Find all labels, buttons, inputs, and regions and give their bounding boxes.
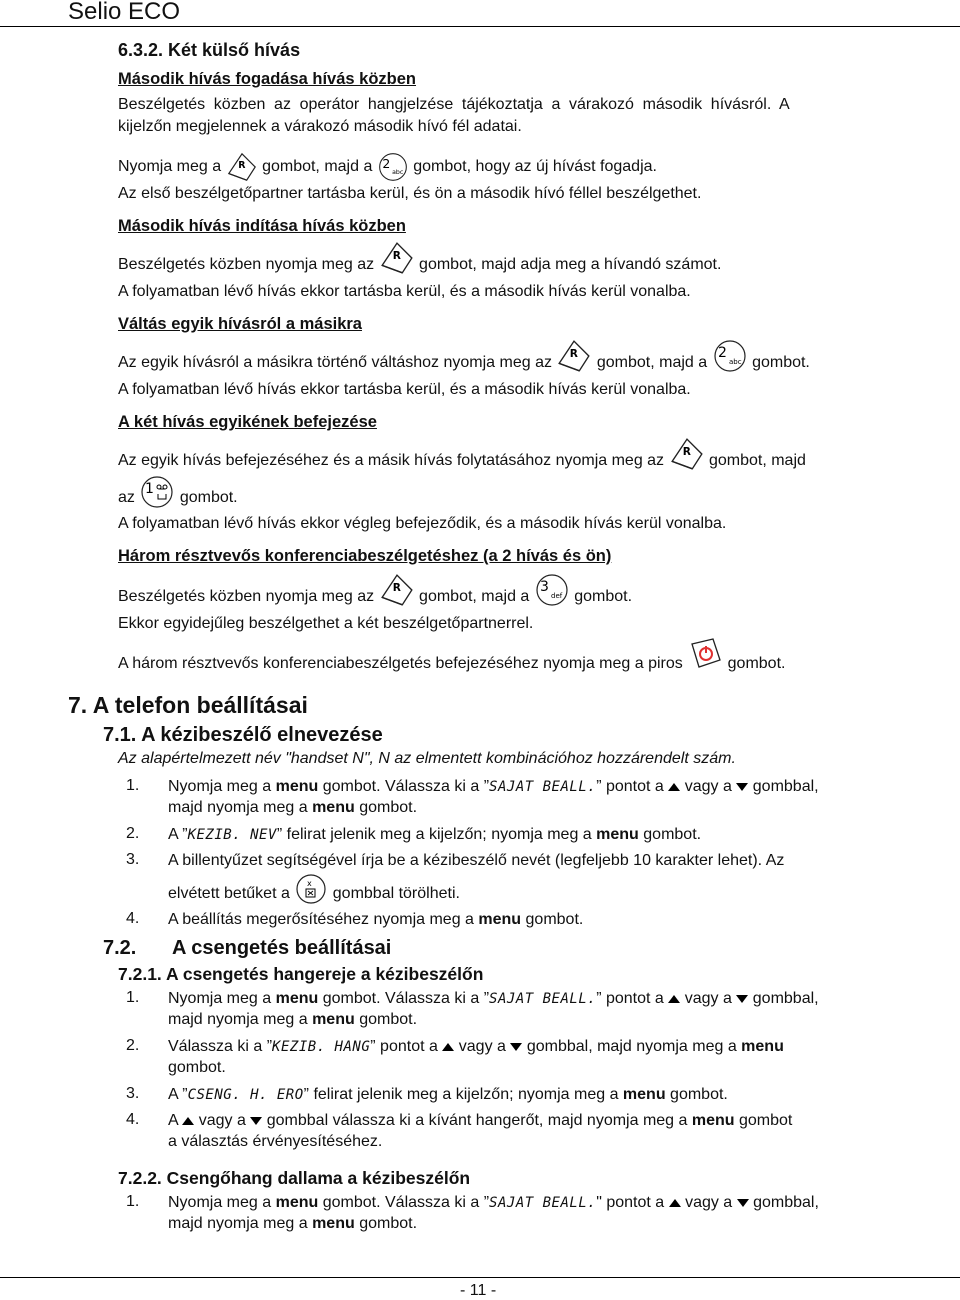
menu-key-label: menu bbox=[478, 911, 522, 928]
subheading-second-call-accept: Második hívás fogadása hívás közben bbox=[118, 70, 417, 88]
text: vagy a bbox=[198, 1112, 246, 1129]
text: Beszélgetés közben nyomja meg az bbox=[118, 256, 375, 273]
r-key-icon bbox=[379, 572, 415, 608]
text: A bbox=[168, 826, 178, 843]
text: vagy a bbox=[684, 778, 732, 795]
text: gombbal törölheti. bbox=[332, 885, 460, 902]
text: gombbal válassza ki a kívánt hangerőt, majd nyomja meg a bbox=[266, 1112, 688, 1129]
paragraph-line bbox=[118, 338, 810, 372]
list-item-line: A billentyűzet segítségével írja be a kézibeszélő nevét (legfeljebb 10 karakter lehet). Az bbox=[168, 852, 785, 869]
key-1-voicemail-icon bbox=[139, 474, 175, 510]
chapter-heading-7: 7. A telefon beállításai bbox=[68, 692, 308, 718]
paragraph-line: kijelzőn megjelennek a várakozó második hívó fél adatai. bbox=[118, 118, 522, 135]
paragraph-line: A folyamatban lévő hívás ekkor végleg befejeződik, és a második hívás kerül vonalba. bbox=[118, 515, 727, 532]
text: vagy a bbox=[458, 1038, 506, 1055]
menu-key-label: menu bbox=[275, 990, 319, 1007]
lcd-text: SAJAT BEALL. bbox=[489, 1195, 597, 1211]
text: gombot. bbox=[574, 588, 633, 605]
text: gombbal, bbox=[752, 778, 819, 795]
list-item-line bbox=[168, 872, 460, 906]
text: gombot. bbox=[359, 1215, 418, 1232]
list-item-line: A ”KEZIB. NEV” felirat jelenik meg a kijelzőn; nyomja meg a menu gombot. bbox=[168, 826, 702, 843]
subheading-conference: Három résztvevős konferenciabeszélgetéshez (a 2 hívás és ön) bbox=[118, 547, 612, 565]
menu-key-label: menu bbox=[691, 1112, 735, 1129]
lcd-text: SAJAT BEALL. bbox=[489, 779, 597, 795]
subheading-end-one-call: A két hívás egyikének befejezése bbox=[118, 413, 377, 431]
menu-key-label: menu bbox=[312, 1011, 355, 1028]
text: gombbal, bbox=[752, 990, 819, 1007]
text: " pontot a bbox=[596, 1194, 665, 1211]
paragraph-line: Az első beszélgetőpartner tartásba kerül, és ön a második hívó féllel beszélgethet. bbox=[118, 185, 702, 202]
down-arrow-icon bbox=[736, 995, 748, 1003]
list-number: 1. bbox=[126, 1193, 140, 1210]
section-heading-7-2-1: 7.2.1. A csengetés hangereje a kézibeszélőn bbox=[118, 964, 484, 984]
text: Az egyik hívásról a másikra történő váltáshoz nyomja meg az bbox=[118, 354, 552, 371]
r-key-icon bbox=[226, 151, 258, 183]
text: pontot a bbox=[605, 990, 664, 1007]
list-number: 1. bbox=[126, 777, 140, 794]
list-item-line: Válassza ki a ”KEZIB. HANG” pontot a vagy a gombbal, majd nyomja meg a menu bbox=[168, 1038, 784, 1055]
red-hangup-key-icon bbox=[687, 636, 723, 672]
paragraph-line bbox=[118, 150, 657, 184]
text: A bbox=[168, 1112, 178, 1129]
list-number: 2. bbox=[126, 1037, 140, 1054]
paragraph-line bbox=[118, 572, 632, 606]
key-2-abc-icon bbox=[712, 338, 748, 374]
text: Nyomja meg a bbox=[168, 990, 272, 1007]
text: gombot. bbox=[525, 911, 584, 928]
text: majd nyomja meg a bbox=[168, 799, 308, 816]
text: pontot a bbox=[605, 778, 664, 795]
text: gombot. bbox=[643, 826, 702, 843]
menu-key-label: menu bbox=[312, 799, 355, 816]
up-arrow-icon bbox=[442, 1043, 454, 1051]
text: az bbox=[118, 489, 135, 506]
r-key-icon bbox=[669, 436, 705, 472]
footer-rule bbox=[0, 1277, 960, 1278]
list-item-line bbox=[168, 910, 583, 930]
text: felirat jelenik meg a kijelzőn; nyomja meg a bbox=[313, 1086, 619, 1103]
text: gombot bbox=[739, 1112, 793, 1129]
text: elvétett betűket a bbox=[168, 885, 290, 902]
list-number: 1. bbox=[126, 989, 140, 1006]
text: vagy a bbox=[684, 990, 732, 1007]
text: gombot, majd adja meg a hívandó számot. bbox=[419, 256, 722, 273]
menu-key-label: menu bbox=[622, 1086, 666, 1103]
text: Nyomja meg a bbox=[168, 1194, 272, 1211]
document-header-title: Selio ECO bbox=[68, 0, 181, 25]
text: A bbox=[168, 1086, 178, 1103]
list-item-line: Nyomja meg a menu gombot. Válassza ki a ”SAJAT BEALL." pontot a vagy a gombbal, bbox=[168, 1194, 819, 1211]
down-arrow-icon bbox=[737, 1199, 749, 1207]
list-item-line: Nyomja meg a menu gombot. Válassza ki a ”SAJAT BEALL.” pontot a vagy a gombbal, bbox=[168, 778, 819, 795]
text: gombot. Válassza ki a bbox=[322, 778, 480, 795]
text: pontot a bbox=[380, 1038, 438, 1055]
text: gombot. Válassza ki a bbox=[322, 1194, 480, 1211]
text: gombot, majd a bbox=[596, 354, 708, 371]
text: A beállítás megerősítéséhez nyomja meg a bbox=[168, 911, 474, 928]
paragraph-line: A folyamatban lévő hívás ekkor tartásba kerül, és a második hívás kerül vonalba. bbox=[118, 381, 691, 398]
list-number: 3. bbox=[126, 851, 140, 868]
up-arrow-icon bbox=[668, 995, 680, 1003]
page-number: - 11 - bbox=[460, 1282, 497, 1299]
section-heading-7-1: 7.1. A kézibeszélő elnevezése bbox=[103, 724, 383, 746]
list-number: 2. bbox=[126, 825, 140, 842]
key-2-abc-icon bbox=[377, 151, 409, 183]
text: gombbal, majd nyomja meg a bbox=[526, 1038, 737, 1055]
text: gombot, majd a bbox=[262, 158, 373, 175]
paragraph-line bbox=[118, 240, 721, 274]
text: majd nyomja meg a bbox=[168, 1011, 308, 1028]
paragraph-line bbox=[118, 436, 806, 470]
text: gombot, majd a bbox=[419, 588, 530, 605]
subheading-switch-calls: Váltás egyik hívásról a másikra bbox=[118, 315, 362, 333]
text: gombot. bbox=[670, 1086, 728, 1103]
down-arrow-icon bbox=[510, 1043, 522, 1051]
clear-key-icon bbox=[294, 872, 328, 906]
section-heading-7-2-2: 7.2.2. Csengőhang dallama a kézibeszélőn bbox=[118, 1168, 471, 1188]
text: vagy a bbox=[685, 1194, 733, 1211]
paragraph-line: A folyamatban lévő hívás ekkor tartásba kerül, és a második hívás kerül vonalba. bbox=[118, 283, 691, 300]
menu-key-label: menu bbox=[275, 1194, 319, 1211]
list-number: 3. bbox=[126, 1085, 140, 1102]
up-arrow-icon bbox=[182, 1117, 194, 1125]
text: gombbal, bbox=[753, 1194, 819, 1211]
text: gombot, majd bbox=[708, 452, 806, 469]
list-item-line bbox=[168, 1111, 792, 1131]
lcd-text: KEZIB. HANG bbox=[272, 1039, 371, 1055]
text: Beszélgetés közben nyomja meg az bbox=[118, 588, 375, 605]
list-number: 4. bbox=[126, 1111, 140, 1128]
subheading-second-call-start: Második hívás indítása hívás közben bbox=[118, 217, 406, 235]
text: gombot. bbox=[179, 489, 238, 506]
text: Az egyik hívás befejezéséhez és a másik hívás folytatásához nyomja meg az bbox=[118, 452, 665, 469]
up-arrow-icon bbox=[669, 1199, 681, 1207]
list-number: 4. bbox=[126, 910, 140, 927]
section-intro: Az alapértelmezett név "handset N", N az elmentett kombinációhoz hozzárendelt szám. bbox=[118, 750, 736, 767]
text: A három résztvevős konferenciabeszélgetés befejezéséhez nyomja meg a piros bbox=[118, 655, 683, 672]
list-item-line: a választás érvényesítéséhez. bbox=[168, 1133, 383, 1150]
section-number-7-2: 7.2. bbox=[103, 937, 137, 959]
up-arrow-icon bbox=[668, 783, 680, 791]
section-title-7-2: A csengetés beállításai bbox=[172, 937, 392, 959]
text: Nyomja meg a bbox=[168, 778, 272, 795]
paragraph-line bbox=[118, 636, 785, 676]
text: gombot. bbox=[727, 655, 786, 672]
menu-key-label: menu bbox=[596, 826, 639, 843]
text: gombot. bbox=[752, 354, 810, 371]
text: Válassza ki a bbox=[168, 1038, 263, 1055]
r-key-icon bbox=[379, 240, 415, 276]
lcd-text: CSENG. H. ERO bbox=[187, 1087, 304, 1103]
text: Nyomja meg a bbox=[118, 158, 222, 175]
text: gombot, hogy az új hívást fogadja. bbox=[413, 158, 657, 175]
menu-key-label: menu bbox=[275, 778, 319, 795]
paragraph-line: Ekkor egyidejűleg beszélgethet a két beszélgetőpartnerrel. bbox=[118, 615, 534, 632]
text: felirat jelenik meg a kijelzőn; nyomja meg a bbox=[286, 826, 592, 843]
lcd-text: KEZIB. NEV bbox=[187, 827, 277, 843]
lcd-text: SAJAT BEALL. bbox=[489, 991, 597, 1007]
list-item-line bbox=[168, 1214, 417, 1234]
list-item-line: A ”CSENG. H. ERO” felirat jelenik meg a kijelzőn; nyomja meg a menu gombot. bbox=[168, 1086, 728, 1103]
menu-key-label: menu bbox=[312, 1215, 355, 1232]
down-arrow-icon bbox=[736, 783, 748, 791]
text: gombot. bbox=[359, 1011, 418, 1028]
menu-key-label: menu bbox=[741, 1038, 784, 1055]
list-item-line bbox=[168, 798, 417, 818]
list-item-line bbox=[168, 1010, 417, 1030]
text: majd nyomja meg a bbox=[168, 1215, 308, 1232]
section-heading-6-3-2: 6.3.2. Két külső hívás bbox=[118, 40, 301, 60]
key-3-def-icon bbox=[534, 572, 570, 608]
list-item-line: gombot. bbox=[168, 1059, 226, 1076]
paragraph-line: Beszélgetés közben az operátor hangjelzése tájékoztatja a várakozó második hívásról. A bbox=[118, 96, 790, 113]
r-key-icon bbox=[556, 338, 592, 374]
text: gombot. Válassza ki a bbox=[322, 990, 480, 1007]
text: gombot. bbox=[359, 799, 418, 816]
down-arrow-icon bbox=[250, 1117, 262, 1125]
list-item-line: Nyomja meg a menu gombot. Válassza ki a ”SAJAT BEALL.” pontot a vagy a gombbal, bbox=[168, 990, 819, 1007]
paragraph-line bbox=[118, 474, 238, 508]
header-rule bbox=[0, 26, 960, 27]
